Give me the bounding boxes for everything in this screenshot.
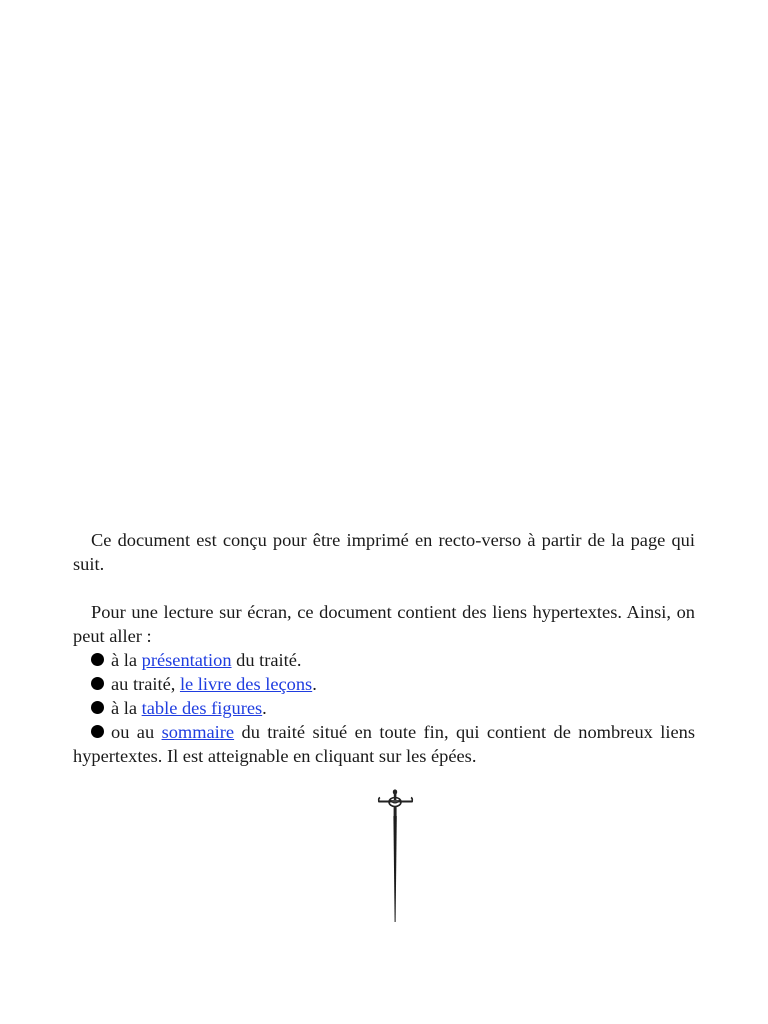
link-table-des-figures[interactable]: table des figures [141, 698, 263, 718]
list-item-presentation [73, 648, 695, 672]
list-item-sommaire [73, 720, 695, 768]
bullet-text-before: au traité, [111, 674, 180, 694]
sword-icon[interactable] [376, 788, 416, 928]
sword-ricasso [394, 806, 397, 816]
screen-notice: Pour une lecture sur écran, ce document contient des liens hypertextes. Ainsi, on peut aller : [73, 602, 695, 646]
print-notice: Ce document est conçu pour être imprimé en recto-verso à partir de la page qui suit. [73, 530, 695, 574]
bullet-text-after: du traité. [231, 650, 302, 670]
sword-blade [393, 816, 396, 922]
bullet-text-before: ou au [111, 722, 162, 742]
bullet-text-after: . [312, 674, 317, 694]
sword-shell [390, 800, 400, 803]
bullet-icon [91, 701, 104, 714]
bullet-text-before: à la [111, 650, 142, 670]
link-presentation[interactable]: présentation [141, 650, 232, 670]
sword-pommel [393, 789, 397, 794]
link-livre-des-lecons[interactable]: le livre des leçons [179, 674, 313, 694]
bullet-icon [91, 653, 104, 666]
bullet-icon [91, 677, 104, 690]
document-body [73, 528, 695, 768]
link-sommaire[interactable]: sommaire [161, 722, 235, 742]
bullet-text-after: . [262, 698, 267, 718]
bullet-text-after: du traité situé en toute fin, qui contient de nombreux liens hypertextes. Il est atteignable en cliquant sur les épées. [73, 722, 695, 766]
bullet-icon [91, 725, 104, 738]
bullet-text-before: à la [111, 698, 142, 718]
spacer [73, 576, 695, 600]
list-item-livre [73, 672, 695, 696]
list-item-figures [73, 696, 695, 720]
